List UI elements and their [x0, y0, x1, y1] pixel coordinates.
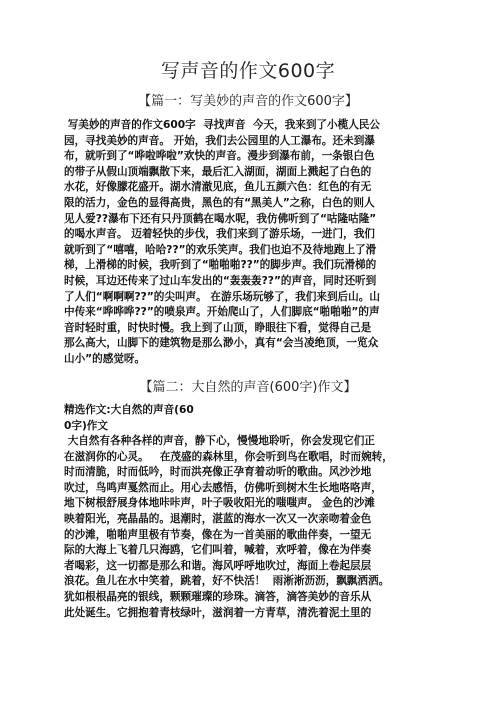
text-line: 布，就听到了“哗啦哗啦”欢快的声音。漫步到瀑布前，一条银白色	[64, 150, 375, 163]
section1-body	[64, 118, 380, 368]
text-line: 大自然有各种各样的声音，静下心，慢慢地聆听，你会发现它们正	[64, 435, 375, 447]
text-line: 映着阳光，亮晶晶的。退潮时，湛蓝的海水一次又一次亲吻着金色	[64, 512, 372, 525]
text-line: 园，寻找美妙的声音。 开始，我们去公园里的人工瀑布。还未到瀑	[64, 134, 375, 147]
text-line: 时候，耳边还传来了过山车发出的“轰轰轰??”的声音，同时还听到	[64, 274, 377, 287]
text-line: 犹如根根晶亮的银线，颗颗璀璨的珍珠。滴答，滴答美妙的音乐从	[64, 590, 372, 603]
text-line: 精选作文:大自然的声音(60	[64, 404, 194, 416]
text-line: 了人们“啊啊啊??”的尖叫声。 在游乐场玩够了，我们来到后山。山	[64, 290, 380, 303]
text-line: 见人爱??瀑布下还有只丹顶鹤在喝水呢，我仿佛听到了“咕隆咕隆”	[64, 212, 377, 225]
text-line: 的带子从假山顶端飘散下来，最后汇入湖面，湖面上溅起了白色的	[64, 165, 372, 178]
text-line: 者喝彩，这一切都是那么和谐。海风呼呼地吹过，海面上卷起层层	[64, 559, 372, 572]
text-line: 吹过，鸟鸣声戛然而止。用心去感悟，仿佛听到树木生长地咯咯声，	[64, 481, 382, 494]
text-line: 的喝水声音。 迈着轻快的步伐，我们来到了游乐场，一进门，我们	[64, 228, 375, 241]
text-line: 际的大海上飞着几只海鸥，它们叫着，喊着，欢呼着，像在为伴奏	[64, 544, 372, 557]
text-line: 地下树根舒展身体地咔咔声，叶子吸收阳光的嗤嗤声。 金色的沙滩	[64, 497, 375, 510]
section-heading-2: 【篇二：大自然的声音(600字)作文】	[139, 380, 357, 395]
text-line: 中传来“哗哗哗??”的喷泉声。开始爬山了，人们脚底“啪啪啪”的声	[64, 306, 380, 319]
text-line: 那么高大，山脚下的建筑物是那么渺小，真有“会当凌绝顶，一览众	[64, 337, 379, 350]
text-line: 山小”的感觉呀。	[64, 352, 146, 365]
text-line: 的沙滩，啪啪声里极有节奏，像在为一首美丽的歌曲伴奏，一望无	[64, 528, 372, 541]
text-line: 就听到了“嘻嘻，哈哈??”的欢乐笑声。我们也迫不及待地跑上了滑	[64, 243, 377, 256]
section2-intro	[64, 403, 194, 434]
document-title: 写声音的作文600字	[160, 60, 336, 82]
text-line: 音时轻时重，时快时慢。我上到了山顶，睁眼往下看，觉得自己是	[64, 321, 372, 334]
text-line: 浪花。鱼儿在水中笑着，跳着，好不快活！ 雨淅淅沥沥，飘飘洒洒。	[64, 575, 390, 588]
text-line: 在滋润你的心灵。 在茂盛的森林里，你会听到鸟在歌唱，时而婉转，	[64, 450, 393, 463]
text-line: 此处诞生。它拥抱着青枝绿叶，滋润着一方青草，清洗着泥土里的	[64, 606, 372, 619]
text-line: 写美妙的声音的作文600字 寻找声音 今天，我来到了小榄人民公	[64, 119, 380, 131]
section2-body	[64, 434, 393, 621]
text-line: 水花，好像朦花盛开。湖水清澈见底，鱼儿五颜六色：红色的有无	[64, 181, 372, 194]
text-line: 梯，上滑梯的时候，我听到了“啪啪啪??”的脚步声。我们玩滑梯的	[64, 259, 377, 272]
text-line: 时而清脆，时而低吟，时而洪亮像正孕育着动听的歌曲。风沙沙地	[64, 466, 372, 479]
section-heading-1: 【篇一：写美妙的声音的作文600字】	[138, 94, 358, 109]
text-line: 限的活力，金色的显得高贵，黑色的有“黑美人”之称，白色的则人	[64, 196, 375, 209]
text-line: 0字)作文	[64, 419, 108, 432]
